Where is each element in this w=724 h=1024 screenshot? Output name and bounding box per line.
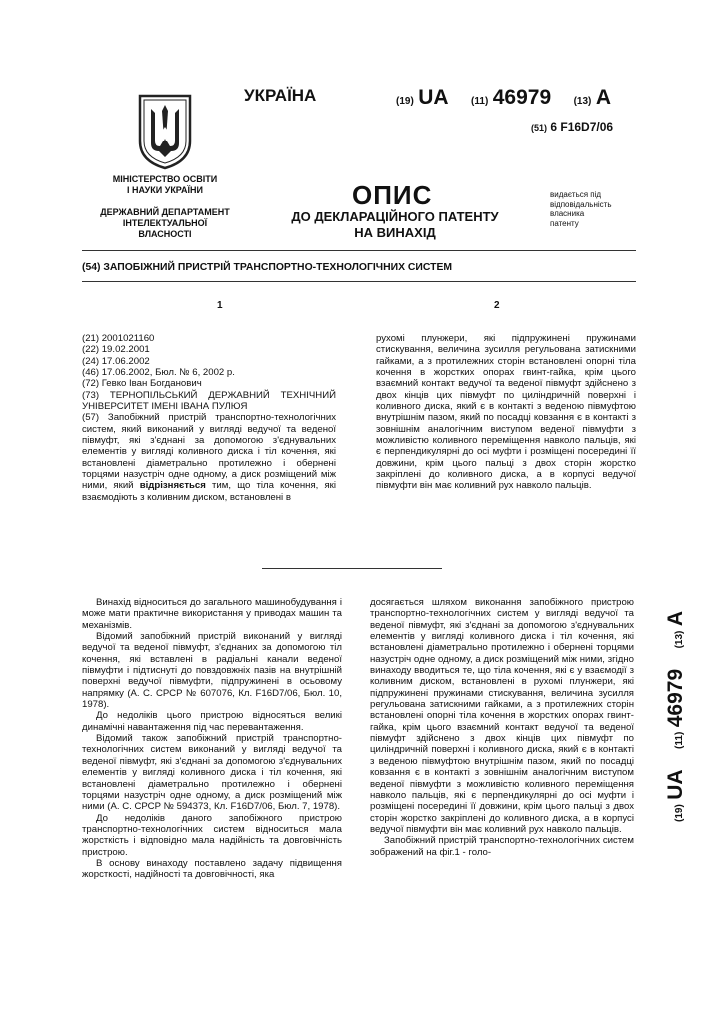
document-subtitle: ДО ДЕКЛАРАЦІЙНОГО ПАТЕНТУ НА ВИНАХІД xyxy=(291,209,499,240)
body-left-column xyxy=(82,597,342,881)
body-right-column xyxy=(370,597,634,858)
column-number-1: 1 xyxy=(217,300,223,311)
patent-number: 46979 xyxy=(492,86,552,109)
issued-note: видається під відповідальність власника патенту xyxy=(550,190,612,228)
body-paragraph: Винахід відноситься до загального машинобудування і може мати практичне використання у приводах машин та механізмів. xyxy=(82,597,342,631)
ministry-name: МІНІСТЕРСТВО ОСВІТИ І НАУКИ УКРАЇНИ xyxy=(112,174,218,195)
title-divider xyxy=(82,281,636,282)
patent-code-line xyxy=(396,86,611,110)
body-paragraph: До недоліків цього пристрою відносяться великі динамічні навантаження під час перевантаження. xyxy=(82,710,342,733)
department-name: ДЕРЖАВНИЙ ДЕПАРТАМЕНТ ІНТЕЛЕКТУАЛЬНОЇ ВЛАСНОСТІ xyxy=(100,207,230,239)
country-name: УКРАЇНА xyxy=(244,86,317,105)
document-title: ОПИС xyxy=(352,180,433,210)
claims-divider xyxy=(262,568,442,569)
claim-text: (57) Запобіжний пристрій транспортно-технологічних систем, який виконаний у вигляді ведучої та веденої півмуфт, які з'єднані за допомогою з'єднувальних елементів у вигляді коливного диска і тіл кочення, які встановлені діаметрально протилежно і обернені торцями назустріч одне одному, а диск розміщений між ними, який відрізняється тим, що тіла кочення, які взаємодіють з коливним диском, встановлені в xyxy=(82,412,336,503)
body-paragraph: До недоліків даного запобіжного пристрою транспортно-технологічних систем відноситься мала жорсткість і відповідно мала надійність та довговічність пристрою. xyxy=(82,812,342,858)
patent-kind: A xyxy=(595,86,612,109)
body-paragraph: досягається шляхом виконання запобіжного пристрою транспортно-технологічних систем у вигляді ведучої та веденої півмуфт, які з'єднані за допомогою з'єднувальних елементів у вигляді коливного диска і тіл кочення, які встановлені діаметрально протилежно і обернені торцями назустріч одне одному, а диск розміщений між ними, згідно винаходу вводиться те, що тіла кочення, які є у взаємодії з коливним диском, встановлені в рухомі плунжери, які підпружинені пружинами стискування, величина зусилля регульована затискними гайками, а з протилежних сторін встановлені опорні тіла кочення в жорстких опорах гвинт-гайка, крім цього взаємний контакт ведучої та веденої півмуфт здійснено з двох кінців цих півмуфт по циліндричній поверхні і коливного диска, який є в контакті з веденою півмуфтою внутрішнім пазом, який по посадці ковзання є в контакті з зовнішнім аналогічним виступом веденої півмуфти з можливістю коливного переміщення навколо пальців, які є перпендикулярні до осі муфти і розміщені посередині її довжини, крім цього пальці з двох сторін жорстко закріплені до коливного диска, а в корпусі ведучої півмуфти він має коливний рух навколо пальців. xyxy=(370,597,634,835)
biblio-column xyxy=(82,333,336,503)
body-paragraph: Запобіжний пристрій транспортно-технологічних систем зображений на фіг.1 - голо- xyxy=(370,835,634,858)
header-divider xyxy=(82,250,636,251)
claim-continuation: рухомі плунжери, які підпружинені пружинами стискування, величина зусилля регульована затискними гайками, а з протилежних сторін встановлені опорні тіла кочення в жорстких опорах гвинт-гайка, крім цього взаємний контакт ведучої та веденої півмуфт здійснено з двох кінців цих півмуфт по циліндричній поверхні і коливного диска, який є в контакті з веденою півмуфтою внутрішнім пазом, який по посадці ковзання є в контакті з зовнішнім аналогічним виступом веденої півмуфти з можливістю коливного переміщення навколо пальців, які є перпендикулярні до осі муфти і розміщені посередині її довжини, крім цього пальці з двох сторін жорстко закріплені до коливного диска, а в корпусі ведучої півмуфти він має коливний рух навколо пальців. xyxy=(376,333,636,492)
code19-label: (19) xyxy=(396,96,414,107)
country-code: UA xyxy=(418,86,449,109)
side-patent-code: (19) UA (11) 46979 (13) A xyxy=(664,610,687,822)
state-emblem-icon xyxy=(135,91,195,171)
body-paragraph: В основу винаходу поставлено задачу підвищення жорсткості, надійності та довговічності, яка xyxy=(82,857,342,881)
body-paragraph: Відомий запобіжний пристрій виконаний у вигляді ведучої та веденої півмуфт, з'єднаних за допомогою тіл кочення, які вставлені в радіальні канали веденої півмуфти і підтиснуті до повздовжніх пазів на внутрішній поверхні ведучої півмуфти, підпружинені в осьовому напрямку (А. С. СРСР № 607076, Кл. F16D7/06, Бюл. 10, 1978). xyxy=(82,631,342,711)
code13-label: (13) xyxy=(573,96,592,107)
biblio-line: (73) ТЕРНОПІЛЬСЬКИЙ ДЕРЖАВНИЙ ТЕХНІЧНИЙ УНІВЕРСИТЕТ ІМЕНІ ІВАНА ПУЛЮЯ xyxy=(82,389,336,413)
body-paragraph: Відомий також запобіжний пристрій транспортно-технологічних систем виконаний у вигляді ведучої та веденої півмуфт, які з'єднані за допомогою з'єднувальних елементів у вигляді коливного диска і тіл кочення, які встановлені діаметрально протилежно і обернені торцями назустріч одне одному, а диск розміщений між ними (А. С. СРСР № 594373, Кл. F16D7/06, Бюл. 7, 1978). xyxy=(82,733,342,813)
claim-keyword: відрізняється xyxy=(139,480,206,492)
biblio-line: (22) 19.02.2001 xyxy=(82,344,150,356)
column-number-2: 2 xyxy=(494,300,500,311)
biblio-line: (72) Гевко Іван Богданович xyxy=(82,378,202,390)
invention-title: (54) ЗАПОБІЖНИЙ ПРИСТРІЙ ТРАНСПОРТНО-ТЕХНОЛОГІЧНИХ СИСТЕМ xyxy=(82,262,453,273)
biblio-line: (46) 17.06.2002, Бюл. № 6, 2002 р. xyxy=(82,367,235,379)
code11-label: (11) xyxy=(471,96,489,107)
ipc-line: (51) 6 F16D7/06 xyxy=(531,120,614,134)
biblio-line: (24) 17.06.2002 xyxy=(82,355,150,367)
biblio-line: (21) 2001021160 xyxy=(82,333,155,344)
